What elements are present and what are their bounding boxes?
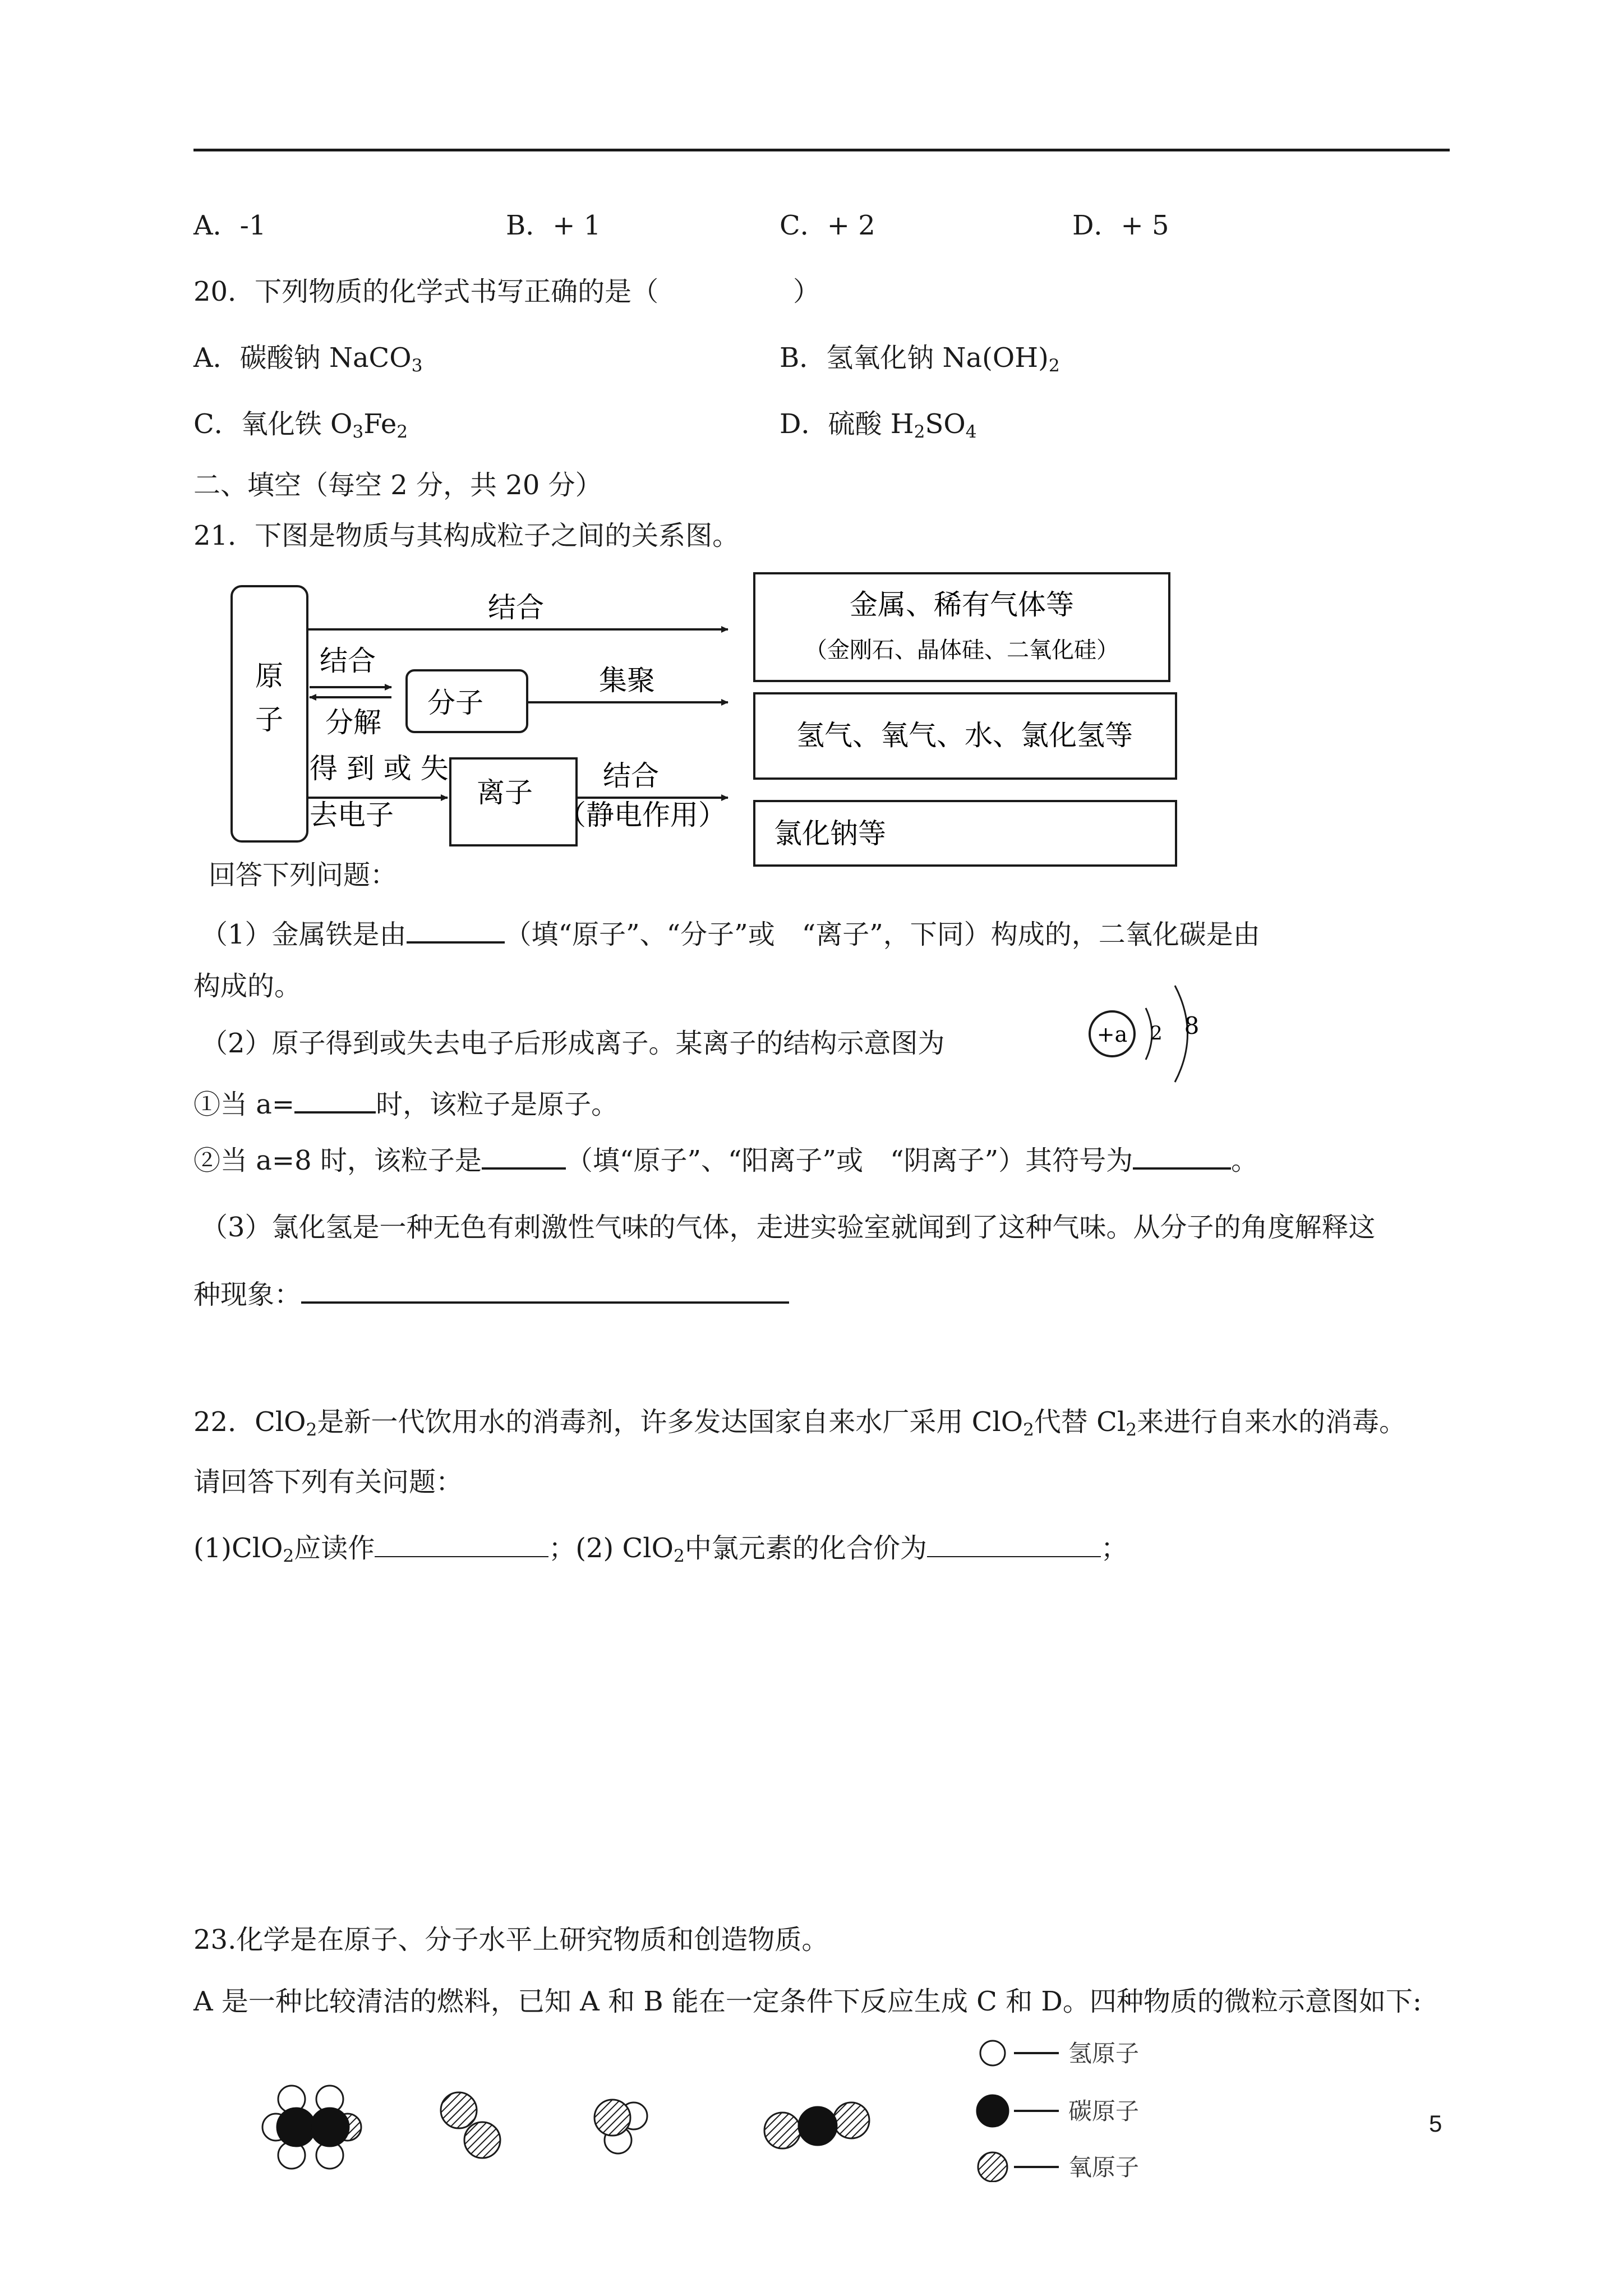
electrostatic-label: （静电作用） (558, 799, 726, 831)
oxygen-legend-label: 氧原子 (1068, 2154, 1140, 2181)
q21-part1-line2: 构成的。 (193, 970, 302, 1002)
ion-label: 离子 (477, 776, 533, 809)
page-number: 5 (1429, 2110, 1442, 2137)
particle-relation-diagram (213, 561, 1200, 875)
combine-label-top: 结合 (488, 591, 544, 624)
q23-line2: A 是一种比较清洁的燃料，已知 A 和 B 能在一定条件下反应生成 C 和 D。四种物质的微粒示意图如下: (193, 1986, 1422, 2017)
q21-part3-line2: 种现象： (193, 1276, 789, 1312)
molecule-c (594, 2100, 647, 2154)
answer-intro: 回答下列问题： (209, 859, 398, 891)
header-rule (193, 149, 1450, 151)
q20-option-a: A．碳酸钠 NaCO$_3$ (193, 342, 423, 376)
nucleus-charge: +a (1096, 1022, 1128, 1047)
combine-label-mid: 结合 (320, 645, 376, 677)
molecule-a (262, 2086, 361, 2169)
legend (977, 2040, 1139, 2182)
answer-blank-a[interactable] (294, 1085, 376, 1114)
molecular-substances-label: 氢气、氧气、水、氯化氢等 (796, 719, 1133, 752)
q22-line2: 请回答下列有关问题： (193, 1466, 463, 1498)
answer-blank-iron[interactable] (407, 915, 505, 944)
answer-blank-reading[interactable] (375, 1530, 548, 1557)
hydrogen-legend-icon (980, 2041, 1005, 2065)
ionic-combine-label: 结合 (603, 760, 659, 792)
gather-label: 集聚 (599, 664, 655, 697)
q19-option-b: B．+ 1 (506, 210, 601, 241)
decompose-label: 分解 (325, 706, 381, 739)
atom-label-1: 原 (255, 660, 283, 692)
q20-option-d: D．硫酸 $H_2SO_4$ (780, 408, 977, 442)
gain-lose-label-1: 得 到 或 失 (310, 752, 449, 785)
answer-blank-explanation[interactable] (301, 1276, 789, 1304)
q21-part2-item1: ①当 a= 时，该粒子是原子。 (193, 1085, 618, 1121)
atom-label-2: 子 (255, 703, 283, 736)
oxygen-legend-icon (978, 2152, 1007, 2182)
q21-stem: 21．下图是物质与其构成粒子之间的关系图。 (193, 520, 740, 551)
section2-title: 二、填空（每空 2 分，共 20 分） (193, 470, 602, 501)
q23-line1: 23.化学是在原子、分子水平上研究物质和创造物质。 (193, 1924, 829, 1955)
molecule-illustrations (247, 2036, 1200, 2182)
metals-examples: （金刚石、晶体硅、二氧化硅） (805, 637, 1119, 663)
shell-1-electrons: 2 (1150, 1022, 1163, 1045)
q20-option-b: B．氢氧化钠 $Na(OH)_2$ (780, 342, 1060, 376)
metals-label: 金属、稀有气体等 (850, 588, 1074, 621)
carbon-legend-icon (977, 2095, 1008, 2127)
q21-part2: （2）原子得到或失去电子后形成离子。某离子的结构示意图为 (201, 1028, 945, 1059)
shell-2-electrons: 8 (1184, 1012, 1200, 1039)
q20-option-c: C．氧化铁 $O_3Fe_2$ (193, 408, 408, 442)
molecule-d (764, 2102, 869, 2148)
q19-option-c: C．+ 2 (780, 210, 875, 241)
molecule-b (441, 2092, 500, 2158)
carbon-legend-label: 碳原子 (1068, 2097, 1140, 2125)
q21-part1-line1: （1）金属铁是由 （填“原子”、“分子”或 “离子”，下同）构成的，二氧化碳是由 (201, 915, 1260, 951)
q21-part2-item2: ②当 a=8 时，该粒子是 （填“原子”、“阳离子”或 “阴离子”）其符号为 。 (193, 1142, 1258, 1177)
q19-option-d: D．+ 5 (1072, 210, 1169, 241)
ion-structure-diagram (1080, 973, 1225, 1085)
q22-line3: (1)ClO$_2$应读作 ；(2) ClO$_2$中氯元素的化合价为 ； (193, 1530, 1128, 1573)
q19-option-a: A．-1 (193, 210, 266, 241)
answer-blank-valence[interactable] (927, 1530, 1101, 1557)
hydrogen-legend-label: 氢原子 (1068, 2040, 1140, 2067)
molecule-label: 分子 (427, 687, 483, 719)
answer-blank-particle-type[interactable] (482, 1142, 566, 1170)
q20-stem: 20．下列物质的化学式书写正确的是（ ） (193, 276, 820, 307)
gain-lose-label-2: 去电子 (310, 799, 394, 831)
q21-part3-line1: （3）氯化氢是一种无色有刺激性气味的气体，走进实验室就闻到了这种气味。从分子的角度解释这 (201, 1212, 1376, 1243)
ionic-substances-label: 氯化钠等 (774, 817, 886, 850)
answer-blank-symbol[interactable] (1133, 1142, 1231, 1170)
q22-line1: 22．ClO$_2$是新一代饮用水的消毒剂，许多发达国家自来水厂采用 ClO$_2$代替 $Cl_2$来进行自来水的消毒。 (193, 1406, 1407, 1440)
